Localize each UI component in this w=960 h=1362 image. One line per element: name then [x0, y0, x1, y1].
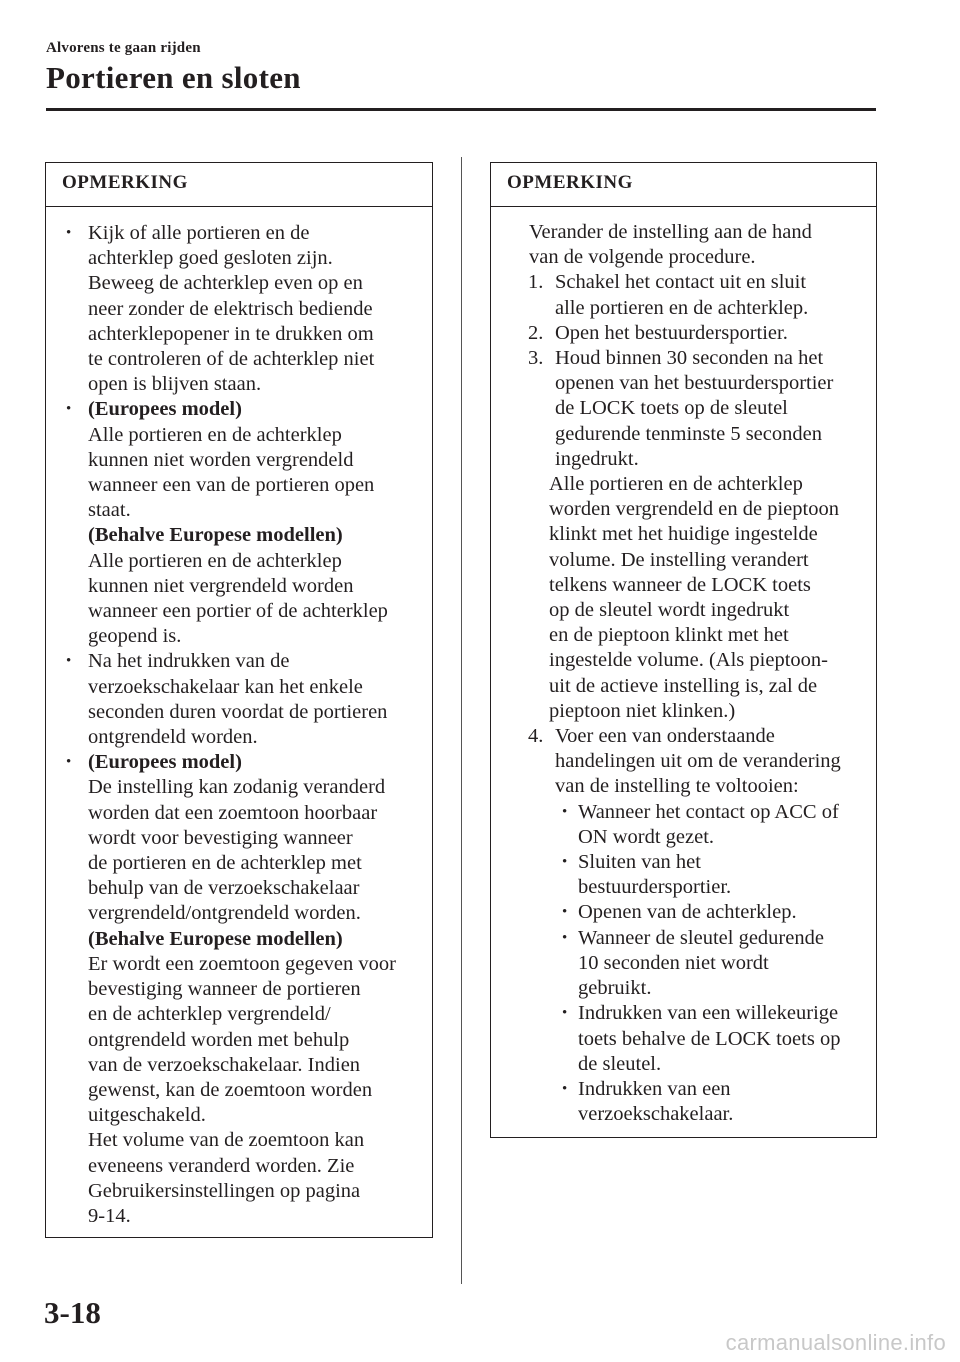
note-text-line: Beweeg de achterklep even op en	[88, 272, 363, 295]
note-text-line: Sluiten van het	[578, 851, 701, 874]
page-number: 3-18	[44, 1295, 101, 1330]
procedure-subitem	[491, 850, 876, 900]
note-text-line: 10 seconden niet wordt	[578, 951, 769, 974]
note-text-line: Verander de instelling aan de hand	[529, 221, 812, 243]
note-text-line: Wanneer het contact op ACC of	[578, 800, 839, 823]
note-text-line: wanneer een van de portieren open	[88, 474, 375, 497]
note-text-line: ontgrendeld worden.	[88, 726, 258, 749]
bullet-icon: •	[66, 754, 72, 771]
model-heading: (Behalve Europese modellen)	[88, 927, 343, 950]
note-text-line: en de achterklep vergrendeld/	[88, 1003, 331, 1026]
procedure-subitem	[491, 1001, 876, 1077]
note-text-line: uitgeschakeld.	[88, 1104, 206, 1127]
note-text-line: gebruikt.	[578, 977, 652, 1000]
note-text-line: Voer een van onderstaande	[555, 725, 775, 748]
step-number: 1.	[528, 271, 544, 294]
note-text-line: neer zonder de elektrisch bediende	[88, 297, 373, 320]
note-text-line: alle portieren en de achterklep.	[555, 296, 809, 319]
note-body	[491, 207, 876, 1127]
note-text-line: Alle portieren en de achterklep	[88, 549, 342, 572]
bullet-icon: •	[562, 904, 568, 921]
note-text-line: toets behalve de LOCK toets op	[578, 1027, 841, 1050]
bullet-icon: •	[562, 854, 568, 871]
section-label: Alvorens te gaan rijden	[46, 40, 201, 56]
note-text-line: Alle portieren en de achterklep	[88, 423, 342, 446]
bullet-icon: •	[66, 401, 72, 418]
note-text-line: ingestelde volume. (Als pieptoon-	[549, 649, 828, 672]
note-text-line: bevestiging wanneer de portieren	[88, 978, 361, 1001]
page-reference[interactable]: 9-14.	[88, 1204, 131, 1227]
note-text-line: telkens wanneer de LOCK toets	[549, 573, 811, 596]
note-text-line: Er wordt een zoemtoon gegeven voor	[88, 952, 396, 975]
procedure-intro	[491, 220, 876, 270]
note-box-left	[45, 162, 433, 1238]
note-text-line: Wanneer de sleutel gedurende	[578, 926, 824, 949]
note-text-line: volume. De instelling verandert	[549, 548, 809, 571]
note-text-line: open is blijven staan.	[88, 373, 262, 396]
note-text-line: Kijk of alle portieren en de	[88, 222, 310, 244]
note-heading: OPMERKING	[491, 163, 876, 207]
note-text-line: ingedrukt.	[555, 447, 639, 470]
note-body	[46, 207, 432, 1229]
note-item	[46, 750, 432, 1229]
procedure-subitem	[491, 900, 876, 925]
step-number: 4.	[528, 725, 544, 748]
procedure-step	[491, 321, 876, 346]
model-heading: (Europees model)	[88, 398, 242, 421]
note-text-line: seconden duren voordat de portieren	[88, 700, 388, 723]
bullet-icon: •	[66, 225, 72, 241]
note-text-line: ontgrendeld worden met behulp	[88, 1028, 350, 1051]
note-box-right	[490, 162, 877, 1138]
procedure-step	[491, 724, 876, 800]
note-text-line: kunnen niet vergrendeld worden	[88, 574, 354, 597]
model-heading: (Behalve Europese modellen)	[88, 524, 343, 547]
note-text-line: geopend is.	[88, 625, 182, 648]
procedure-subitem	[491, 926, 876, 1002]
note-text-line: openen van het bestuurdersportier	[555, 372, 834, 395]
bullet-icon: •	[66, 653, 72, 670]
note-text-line: van de instelling te voltooien:	[555, 775, 799, 798]
note-text-line: staat.	[88, 499, 131, 522]
note-text-line: uit de actieve instelling is, zal de	[549, 674, 818, 697]
note-text-line: Indrukken van een	[578, 1077, 731, 1100]
note-text-line: gewenst, kan de zoemtoon worden	[88, 1078, 373, 1101]
note-text-line: achterklep goed gesloten zijn.	[88, 247, 333, 270]
note-item	[46, 221, 432, 397]
note-text-line: achterklepopener in te drukken om	[88, 322, 374, 345]
procedure-subitem	[491, 800, 876, 850]
note-text-line: Gebruikersinstellingen op pagina	[88, 1179, 361, 1202]
note-text-line: klinkt met het huidige ingestelde	[549, 523, 818, 546]
step-continuation	[491, 472, 876, 724]
note-text-line: Indrukken van een willekeurige	[578, 1002, 839, 1025]
note-text-line: handelingen uit om de verandering	[555, 750, 841, 773]
note-text-line: verzoekschakelaar kan het enkele	[88, 675, 363, 698]
note-text-line: eveneens veranderd worden. Zie	[88, 1154, 355, 1177]
note-text-line: op de sleutel wordt ingedrukt	[549, 599, 790, 622]
note-text-line: te controleren of de achterklep niet	[88, 348, 375, 371]
note-text-line: De instelling kan zodanig veranderd	[88, 776, 386, 799]
bullet-icon: •	[562, 929, 568, 946]
model-heading: (Europees model)	[88, 751, 242, 774]
procedure-subitem	[491, 1077, 876, 1127]
note-item	[46, 649, 432, 750]
bullet-icon: •	[562, 1005, 568, 1022]
note-text-line: wordt voor bevestiging wanneer	[88, 826, 353, 849]
note-text-line: behulp van de verzoekschakelaar	[88, 877, 360, 900]
note-text-line: Openen van de achterklep.	[578, 901, 797, 924]
bullet-icon: •	[562, 803, 568, 820]
note-text-line: de LOCK toets op de sleutel	[555, 397, 788, 420]
procedure-step	[491, 346, 876, 472]
header-rule	[46, 108, 876, 111]
note-text-line: kunnen niet worden vergrendeld	[88, 448, 354, 471]
step-number: 3.	[528, 347, 544, 370]
note-item	[46, 397, 432, 649]
note-text-line: vergrendeld/ontgrendeld worden.	[88, 902, 361, 925]
note-text-line: Alle portieren en de achterklep	[549, 473, 803, 496]
procedure-step	[491, 270, 876, 320]
note-text-line: Het volume van de zoemtoon kan	[88, 1129, 365, 1152]
note-text-line: Open het bestuurdersportier.	[555, 321, 788, 344]
note-text-line: Schakel het contact uit en sluit	[555, 271, 807, 294]
note-text-line: bestuurdersportier.	[578, 876, 732, 899]
note-text-line: wanneer een portier of de achterklep	[88, 600, 388, 623]
bullet-icon: •	[562, 1080, 568, 1097]
note-text-line: Na het indrukken van de	[88, 650, 290, 673]
note-heading: OPMERKING	[46, 163, 432, 207]
page-title: Portieren en sloten	[46, 60, 301, 95]
note-text-line: verzoekschakelaar.	[578, 1103, 734, 1126]
note-text-line: de portieren en de achterklep met	[88, 852, 362, 875]
step-number: 2.	[528, 321, 544, 344]
note-text-line: pieptoon niet klinken.)	[549, 699, 736, 722]
watermark: carmanualsonline.info	[725, 1330, 946, 1355]
note-text-line: gedurende tenminste 5 seconden	[555, 422, 822, 445]
note-text-line: van de verzoekschakelaar. Indien	[88, 1053, 361, 1076]
note-text-line: worden dat een zoemtoon hoorbaar	[88, 801, 378, 824]
note-text-line: van de volgende procedure.	[529, 246, 756, 269]
note-text-line: Houd binnen 30 seconden na het	[555, 347, 824, 370]
note-text-line: en de pieptoon klinkt met het	[549, 624, 789, 647]
note-text-line: de sleutel.	[578, 1052, 662, 1075]
note-text-line: worden vergrendeld en de pieptoon	[549, 498, 839, 521]
column-divider	[461, 157, 462, 1284]
note-text-line: ON wordt gezet.	[578, 825, 715, 848]
